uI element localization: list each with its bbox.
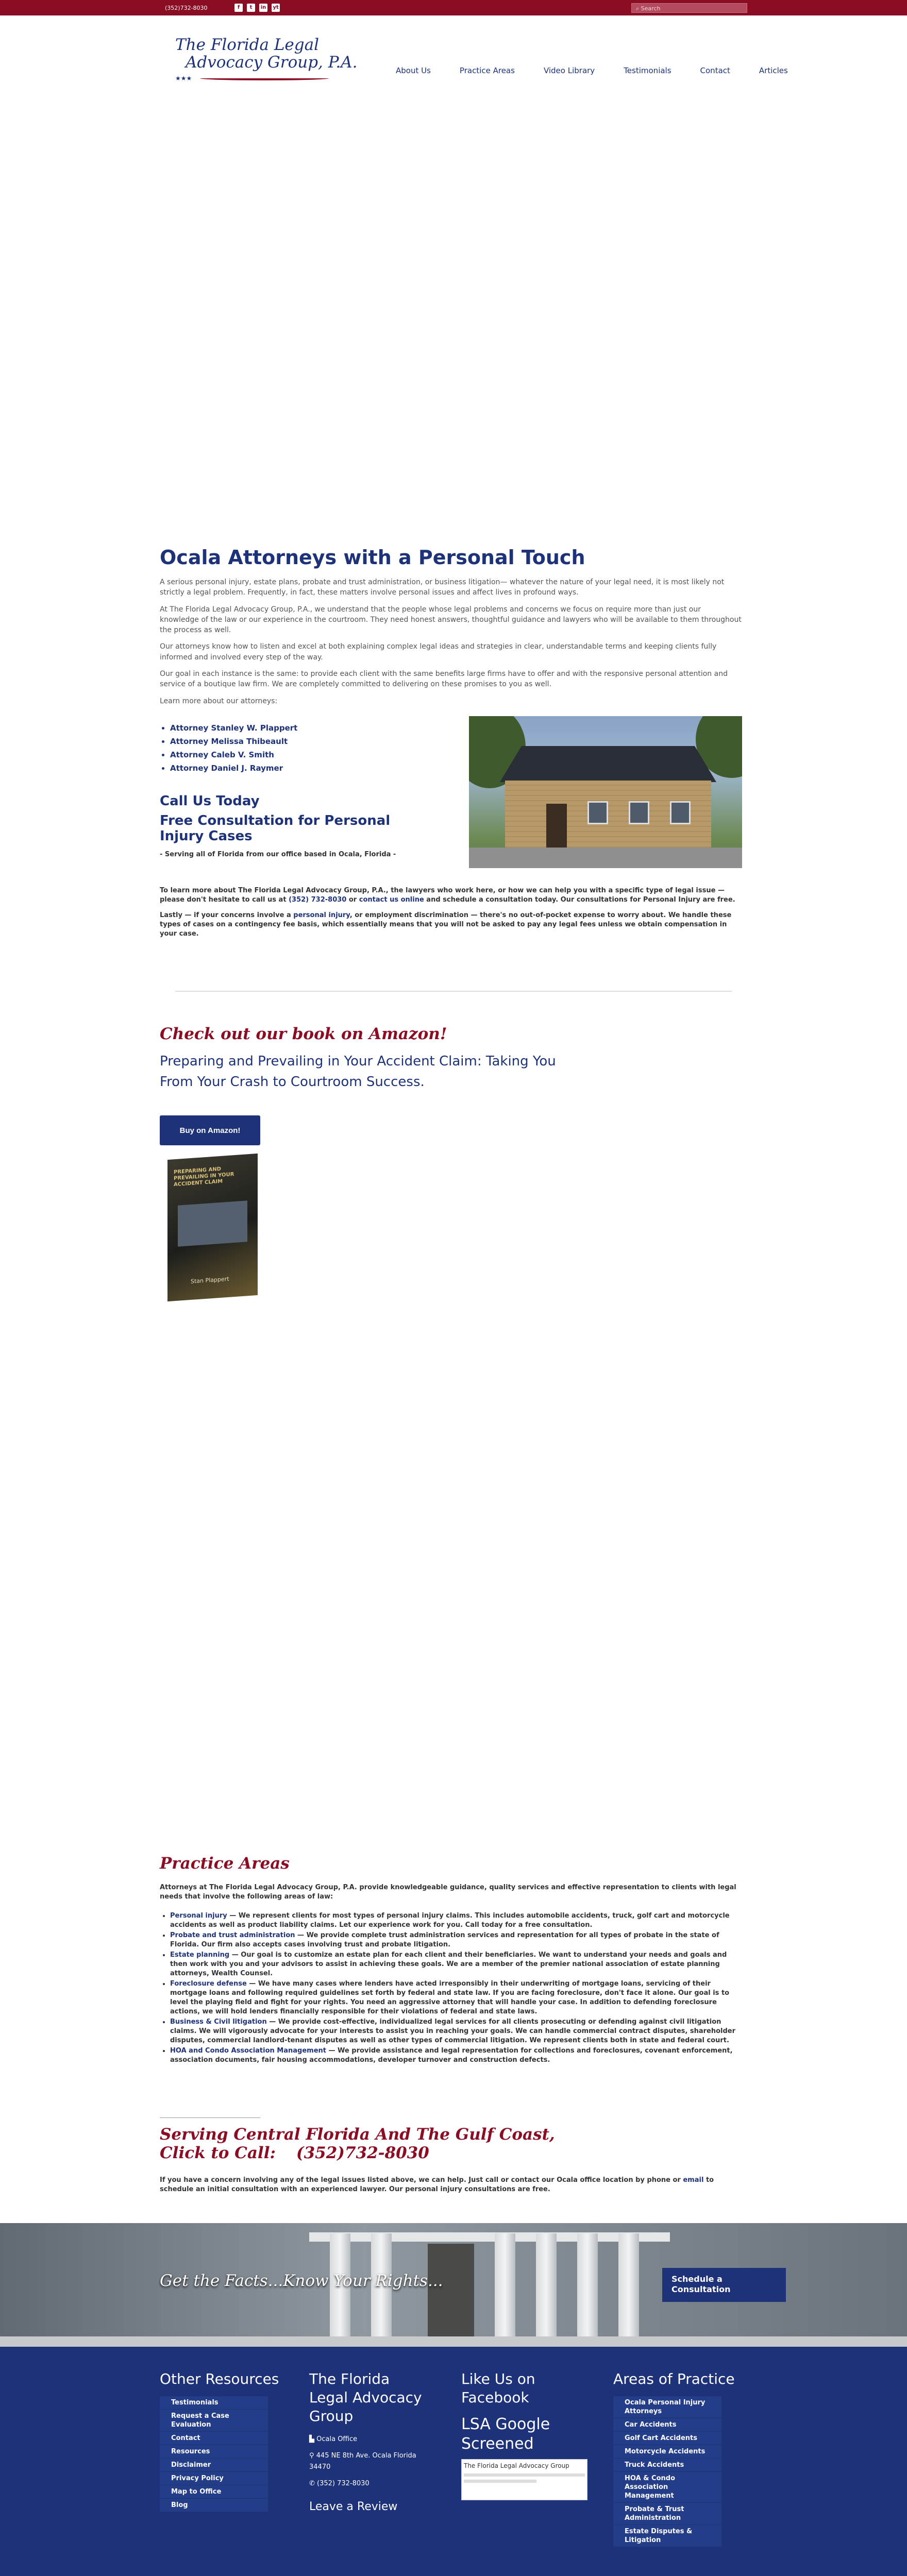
footer-social: Like Us on Facebook LSA Google Screened The Florida Legal Advocacy Group (461, 2370, 600, 2500)
banner-text: Get the Facts...Know Your Rights... (160, 2272, 443, 2290)
divider (160, 2117, 260, 2118)
phone-icon: ✆ (309, 2479, 317, 2487)
footer-link[interactable]: Disclaimer (160, 2459, 268, 2472)
nav-practice-areas[interactable]: Practice Areas (459, 66, 515, 75)
hero-area (0, 98, 907, 541)
book-heading: Check out our book on Amazon! (160, 1025, 447, 1043)
nav-contact[interactable]: Contact (700, 66, 730, 75)
list-item: • HOA and Condo Association Management — We provide assistance and legal representation for collections and foreclosures, covenant enforcement, association documents, fair housing accommodations, developer turnover and construction defects. (170, 2046, 742, 2065)
topbar-phone[interactable]: (352)732-8030 (165, 5, 208, 11)
footer-link[interactable]: Resources (160, 2445, 268, 2459)
youtube-icon[interactable]: yt (272, 4, 280, 12)
nav-testimonials[interactable]: Testimonials (624, 66, 671, 75)
nav-about-us[interactable]: About Us (396, 66, 431, 75)
click-to-call-phone[interactable]: (352)732-8030 (296, 2144, 429, 2162)
footer-firm: The Florida Legal Advocacy Group ▙ Ocala Office ⚲ 445 NE 8th Ave. Ocala Florida 34470 ✆ (352) 732-8030 Leave a Review (309, 2370, 428, 2515)
list-item: • Estate planning — Our goal is to customize an estate plan for each client and their beneficiaries. We want to understand your needs and goals and then work with you and your advisors to assist in achieving these goals. We are a member of the premier national association of estate planning attorneys, Wealth Counsel. (170, 1951, 742, 1978)
search-icon: ⌕ (636, 5, 641, 12)
footer-area-link[interactable]: Motorcycle Accidents (613, 2445, 721, 2459)
footer-areas: Areas of Practice Ocala Personal Injury Attorneys Car Accidents Golf Cart Accidents Motorcycle Accidents Truck Accidents HOA & Condo Association Management Probate & Trust Administration Estate Disputes & Litigation (613, 2370, 735, 2547)
email-link[interactable]: email (683, 2176, 704, 2184)
office-photo (469, 716, 742, 868)
search-input[interactable]: ⌕ Search (631, 3, 747, 13)
attorney-link[interactable]: • Attorney Melissa Thibeault (170, 735, 297, 748)
practice-intro: Attorneys at The Florida Legal Advocacy Group, P.A. provide knowledgeable guidance, quality services and effective representation to clients with legal needs that involve the following areas of law: (160, 1884, 736, 1901)
main-nav (396, 65, 817, 77)
footer-resources: Other Resources Testimonials Request a Case Evaluation Contact Resources Disclaimer Privacy Policy Map to Office Blog (160, 2370, 279, 2512)
schedule-consultation-button[interactable]: Schedule a Consultation (662, 2268, 786, 2302)
building-icon: ▙ (309, 2435, 317, 2443)
logo-swoosh (200, 76, 329, 80)
attorney-link[interactable]: • Attorney Caleb V. Smith (170, 748, 297, 761)
book-cover-image[interactable]: PREPARING AND PREVAILING IN YOUR ACCIDENT CLAIM Stan Plappert (167, 1154, 258, 1301)
attorney-link[interactable]: • Attorney Stanley W. Plappert (170, 721, 297, 735)
site-footer (0, 2347, 907, 2576)
top-bar (0, 0, 907, 15)
contact-online-link[interactable]: contact us online (359, 896, 424, 904)
courthouse-banner (0, 2223, 907, 2347)
call-us-heading: Call Us Today Free Consultation for Personal Injury Cases (160, 793, 391, 844)
leave-review-link[interactable]: Leave a Review (309, 2500, 398, 2514)
footer-area-link[interactable]: HOA & Condo Association Management (613, 2472, 721, 2503)
location-icon: ⚲ (309, 2451, 316, 2460)
footer-link[interactable]: Blog (160, 2499, 268, 2512)
footer-area-link[interactable]: Car Accidents (613, 2418, 721, 2432)
list-item: • Personal injury — We represent clients for most types of personal injury claims. This includes automobile accidents, truck, golf cart and motorcycle accidents as well as product liability claims. Let our experience work for you. Call today for a free consultation. (170, 1911, 742, 1930)
footer-link[interactable]: Map to Office (160, 2485, 268, 2499)
footer-area-link[interactable]: Ocala Personal Injury Attorneys (613, 2396, 721, 2418)
serving-line: - Serving all of Florida from our office based in Ocala, Florida - (160, 851, 396, 858)
list-item: • Probate and trust administration — We provide complete trust administration services and representation for all types of probate in the state of Florida. Our firm also accepts cases involving trust and probate litigation. (170, 1931, 742, 1950)
phone-link[interactable]: (352) 732-8030 (289, 896, 347, 904)
page-title: Ocala Attorneys with a Personal Touch (160, 546, 585, 569)
attorney-list (170, 721, 297, 775)
site-header (0, 15, 907, 98)
twitter-icon[interactable]: t (247, 4, 255, 12)
personal-injury-link[interactable]: personal injury (293, 911, 350, 919)
divider (175, 991, 732, 992)
site-logo[interactable]: The Florida Legal Advocacy Group, P.A. ★★★ (175, 36, 340, 88)
social-links (234, 4, 280, 12)
list-item: • Foreclosure defense — We have many cases where lenders have acted irresponsibly in their underwriting of mortgage loans, servicing of their mortgage loans and following required guidelines set forth by federal and state law. If you are facing foreclosure, don't face it alone. Our goal is to level the playing field and fight for your rights. You need an aggressive attorney that will handle your case. In addition to defending foreclosure actions, we will hold lenders financially responsible for their violations of federal and state laws. (170, 1979, 742, 2016)
footer-link[interactable]: Request a Case Evaluation (160, 2410, 268, 2432)
list-item: • Business & Civil litigation — We provide cost-effective, individualized legal services for all clients prosecuting or defending against civil litigation claims. We will vigorously advocate for your interests to assist you in reaching your goals. We can handle commercial contract disputes, shareholder disputes, commercial landlord-tenant disputes as well as other types of commercial litigation. We represent clients both in state and federal court. (170, 2018, 742, 2045)
google-screened-badge[interactable]: The Florida Legal Advocacy Group (461, 2459, 587, 2500)
buy-on-amazon-button[interactable]: Buy on Amazon! (160, 1115, 260, 1145)
facebook-icon[interactable]: f (234, 4, 243, 12)
logo-stars: ★★★ (175, 75, 192, 82)
footer-area-link[interactable]: Truck Accidents (613, 2459, 721, 2472)
attorney-link[interactable]: • Attorney Daniel J. Raymer (170, 761, 297, 775)
address: 445 NE 8th Ave. Ocala Florida 34470 (309, 2451, 416, 2471)
concern-text: If you have a concern involving any of the legal issues listed above, we can help. Just call or contact our Ocala office location by phone or email to schedule an initial consultation with an experienced lawyer. Our personal injury consultations are free. (160, 2176, 714, 2193)
learn-more-text: To learn more about The Florida Legal Advocacy Group, P.A., the lawyers who work here, or how we can help you with a specific type of legal issue — please don't hesitate to call us at (352) 732-8030 or contact us online and schedule a consultation today. Our consultations for Personal Injury are free. Lastly — if your concerns involve a personal injury, or employment discrimination — there's no out-of-pocket expense to worry about. We handle these types of cases on a contingency fee basis, which essentially means that you will not be asked to pay any legal fees unless we obtain compensation in your case. (160, 887, 735, 938)
serving-call-heading: Serving Central Florida And The Gulf Coast, Click to Call: (352)732-8030 (160, 2125, 555, 2162)
book-title: Preparing and Prevailing in Your Accident Claim: Taking You From Your Crash to Courtroom Success. (160, 1054, 556, 1090)
footer-area-link[interactable]: Golf Cart Accidents (613, 2432, 721, 2445)
footer-area-link[interactable]: Probate & Trust Administration (613, 2503, 721, 2525)
footer-area-link[interactable]: Estate Disputes & Litigation (613, 2525, 721, 2547)
nav-articles[interactable]: Articles (759, 66, 788, 75)
nav-video-library[interactable]: Video Library (543, 66, 595, 75)
practice-areas-heading: Practice Areas (160, 1854, 290, 1873)
linkedin-icon[interactable]: in (259, 4, 267, 12)
practice-list (170, 1911, 742, 2066)
footer-link[interactable]: Contact (160, 2432, 268, 2445)
footer-link[interactable]: Testimonials (160, 2396, 268, 2410)
intro-text: A serious personal injury, estate plans, probate and trust administration, or business litigation— whatever the nature of your legal need, it is most likely not strictly a legal problem. Frequently, in fact, these matters involve personal issues and affect lives in profound ways. At The Florida Legal Advocacy Group, P.A., we understand that the people whose legal problems and concerns we focus on require more than just our knowledge of the law or our experience in the courtroom. They need honest answers, thoughtful guidance and lawyers who will be available to them throughout the process as well. Our attorneys know how to listen and excel at both explaining complex legal ideas and strategies in clear, understandable terms and keeping clients fully informed and involved every step of the way. Our goal in each instance is the same: to provide each client with the same benefits large firms have to offer and with the responsive personal attention and service of a boutique law firm. We are completely committed to delivering on these promises to you as well. Learn more about our attorneys: (160, 578, 742, 705)
footer-phone: (352) 732-8030 (317, 2479, 369, 2487)
footer-link[interactable]: Privacy Policy (160, 2472, 268, 2485)
